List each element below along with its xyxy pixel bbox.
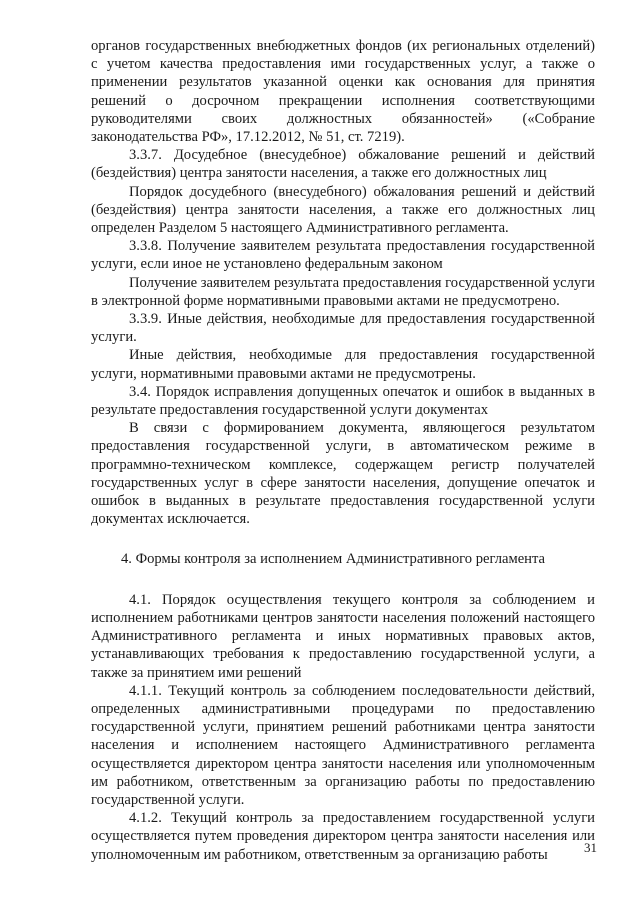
- paragraph-result-receipt: Получение заявителем результата предоставления государственной услуги в электронной форме нормативными правовыми актами не предусмотрено.: [91, 274, 595, 309]
- paragraph-3-3-9-title: 3.3.9. Иные действия, необходимые для предоставления государственной услуги.: [91, 311, 595, 346]
- paragraph-3-4-title: 3.4. Порядок исправления допущенных опечаток и ошибок в выданных в результате предоставления государственной услуги документах: [91, 383, 595, 419]
- page-body: [91, 37, 595, 864]
- paragraph-4-1-1: 4.1.1. Текущий контроль за соблюдением последовательности действий, определенных административными процедурами по предоставлению государственной услуги, принятием решений работниками центра занятости населения и исполнением настоящего Административного регламента осуществляется директором центра занятости населения или уполномоченным им работником, ответственным за организацию работы по предоставлению государственной услуги.: [91, 682, 595, 808]
- paragraph-4-1-2: 4.1.2. Текущий контроль за предоставлением государственной услуги осуществляется путем проведения директором центра занятости населения или уполномоченным им работником, ответственным за организацию работы: [91, 810, 595, 863]
- paragraph-3-3-7-title: 3.3.7. Досудебное (внесудебное) обжалование решений и действий (бездействия) центра занятости населения, а также его должностных лиц: [91, 147, 595, 182]
- paragraph-continuation: органов государственных внебюджетных фондов (их региональных отделений) с учетом качества предоставления ими государственных услуг, а также о применении результатов указанной оценки как основания для принятия решений о досрочном прекращении исполнения соответствующими руководителями своих должностных обязанностей» («Собрание законодательства РФ», 17.12.2012, № 51, ст. 7219).: [91, 38, 595, 146]
- paragraph-appeal-procedure: Порядок досудебного (внесудебного) обжалования решений и действий (бездействия) центра занятости населения, а также его должностных лиц определен Разделом 5 настоящего Административного регламента.: [91, 183, 595, 237]
- paragraph-other-actions: Иные действия, необходимые для предоставления государственной услуги, нормативными правовыми актами не предусмотрены.: [91, 347, 595, 382]
- section-4-heading: 4. Формы контроля за исполнением Административного регламента: [121, 551, 546, 568]
- page-number: 31: [584, 840, 597, 855]
- paragraph-3-3-8-title: 3.3.8. Получение заявителем результата предоставления государственной услуги, если иное не установлено федеральным законом: [91, 238, 595, 273]
- paragraph-4-1: 4.1. Порядок осуществления текущего контроля за соблюдением и исполнением работниками центров занятости населения положений настоящего Административного регламента и иных нормативных правовых актов, устанавливающих требования к предоставлению государственной услуги, а также за принятием ими решений: [91, 591, 595, 681]
- paragraph-errors-excluded: В связи с формированием документа, являющегося результатом предоставления государственной услуги, в автоматическом режиме в программно-техническом комплексе, содержащем регистр получателей государственных услуг в сфере занятости населения, допущение опечаток и ошибок в выданных в результате предоставления государственной услуги документах исключается.: [91, 420, 595, 528]
